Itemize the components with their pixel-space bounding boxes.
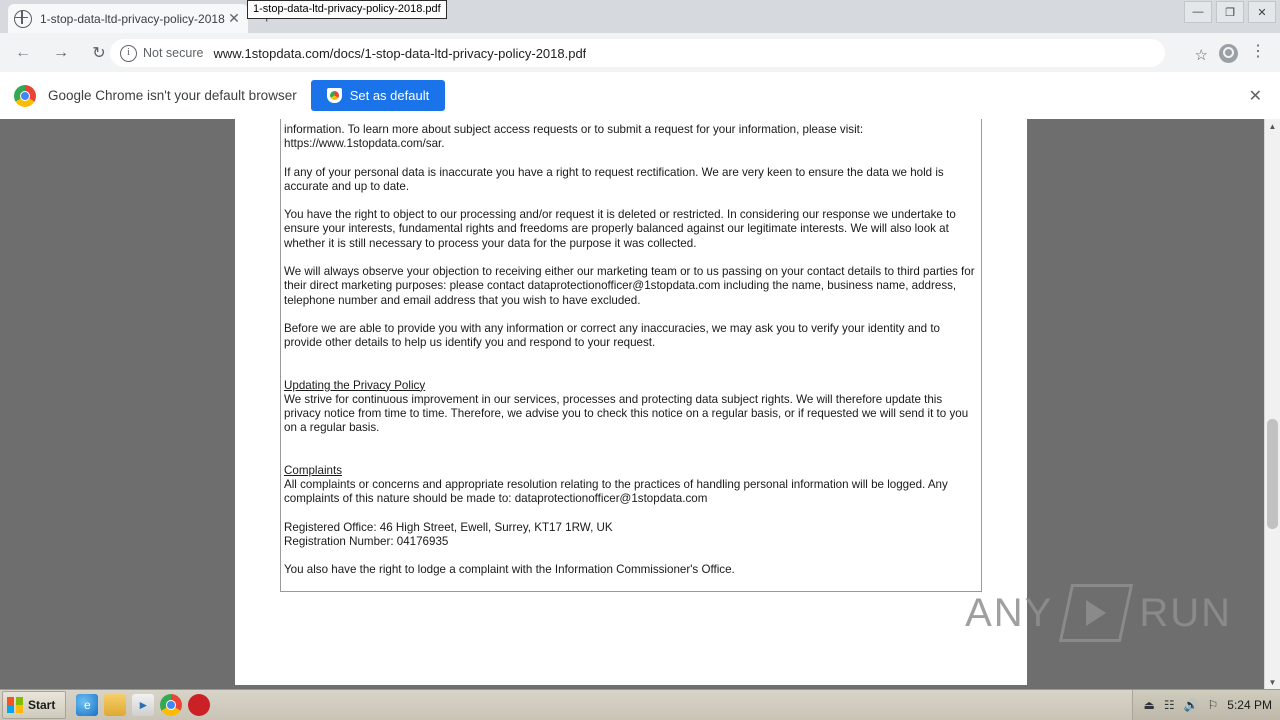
play-icon — [1059, 584, 1133, 642]
tab-title: 1-stop-data-ltd-privacy-policy-2018 — [40, 11, 225, 26]
record-icon[interactable] — [188, 694, 210, 716]
network-icon[interactable]: ☷ — [1163, 698, 1175, 712]
folder-icon[interactable] — [104, 694, 126, 716]
set-as-default-label: Set as default — [349, 88, 430, 103]
close-icon[interactable]: ✕ — [228, 10, 240, 26]
anyrun-watermark — [965, 584, 1232, 642]
spacer — [284, 450, 981, 464]
shield-icon — [327, 88, 342, 103]
pdf-paragraph: information. To learn more about subject access requests or to submit a request for your information, please visit: https://www.1stopdata.com/sar. — [284, 123, 864, 151]
pdf-text-content — [284, 123, 981, 592]
internet-explorer-icon[interactable]: e — [76, 694, 98, 716]
watermark-left: ANY — [965, 590, 1054, 635]
maximize-icon[interactable]: ❐ — [1216, 1, 1244, 23]
scrollbar-thumb[interactable] — [1267, 419, 1278, 529]
chrome-icon[interactable] — [160, 694, 182, 716]
browser-tabstrip — [0, 0, 1280, 34]
pdf-page — [235, 119, 1027, 685]
reload-icon[interactable]: ↻ — [92, 44, 106, 62]
media-player-icon[interactable]: ► — [132, 694, 154, 716]
pdf-registration-number: Registration Number: 04176935 — [284, 534, 449, 548]
globe-icon — [14, 10, 32, 28]
avatar[interactable] — [1219, 44, 1238, 63]
pdf-section-body-complaints: All complaints or concerns and appropriate resolution relating to the practices of handling personal information will be logged. Any complaints of this nature should be made to: dataprotectionofficer@1stopdata.com — [284, 478, 948, 506]
clock[interactable]: 5:24 PM — [1227, 698, 1272, 712]
pdf-section-heading-updating: Updating the Privacy Policy — [284, 378, 426, 392]
menu-icon[interactable]: ⋮ — [1250, 43, 1266, 60]
scroll-up-icon[interactable]: ▲ — [1268, 122, 1277, 131]
system-tray — [1132, 690, 1280, 720]
taskbar — [0, 689, 1280, 720]
window-controls — [1184, 1, 1276, 23]
pdf-section-heading-complaints: Complaints — [284, 463, 342, 477]
pdf-registered-office: Registered Office: 46 High Street, Ewell, Surrey, KT17 1RW, UK — [284, 520, 613, 534]
start-label: Start — [28, 698, 56, 712]
window-close-icon[interactable]: ✕ — [1248, 1, 1276, 23]
tab-tooltip: 1-stop-data-ltd-privacy-policy-2018.pdf — [247, 0, 447, 19]
infobar-close-icon[interactable]: ✕ — [1248, 87, 1262, 105]
browser-tab[interactable] — [8, 4, 248, 33]
spacer — [284, 365, 981, 379]
back-icon[interactable]: ← — [15, 43, 31, 61]
browser-toolbar — [0, 33, 1280, 73]
address-bar[interactable] — [110, 39, 1165, 67]
infobar-message: Google Chrome isn't your default browser — [48, 88, 297, 103]
flag-icon[interactable]: ⚐ — [1207, 698, 1219, 712]
bookmark-star-icon[interactable]: ☆ — [1194, 47, 1208, 64]
pdf-ico-note: You also have the right to lodge a complaint with the Information Commissioner's Office. — [284, 563, 735, 577]
url-text: www.1stopdata.com/docs/1-stop-data-ltd-privacy-policy-2018.pdf — [213, 45, 587, 61]
chrome-icon — [14, 85, 36, 107]
pdf-paragraph: If any of your personal data is inaccurate you have a right to request rectification. We are very keen to ensure the data we hold is accurate and up to date. — [284, 165, 944, 193]
forward-icon[interactable]: → — [53, 43, 69, 61]
start-button[interactable] — [2, 691, 66, 719]
page-scrollbar[interactable] — [1264, 119, 1280, 690]
scroll-down-icon[interactable]: ▼ — [1268, 678, 1277, 687]
volume-icon[interactable]: 🔊 — [1183, 698, 1199, 712]
windows-logo-icon — [7, 697, 23, 713]
pdf-viewer — [0, 119, 1280, 690]
set-as-default-button[interactable] — [311, 80, 446, 111]
pdf-section-body-updating: We strive for continuous improvement in our services, processes and protecting data subject rights. We will therefore update this privacy notice from time to time. Therefore, we advise you to check this notice on a regular basis, or if requested we will send it to you on a regular basis. — [284, 392, 969, 435]
safely-remove-icon[interactable]: ⏏ — [1143, 698, 1155, 712]
pdf-paragraph: Before we are able to provide you with any information or correct any inaccuracies, we may ask you to verify your identity and to provide other details to help us identify you and respond to your request. — [284, 321, 941, 350]
default-browser-infobar — [0, 72, 1280, 120]
security-label: Not secure — [143, 46, 204, 60]
pdf-paragraph: You have the right to object to our processing and/or request it is deleted or restricted. In considering our response we undertake to ensure your interests, fundamental rights and freedoms are properly balanced against our legitimate interests. We will also look at whether it is still necessary to process your data for the purpose it was collected. — [284, 208, 956, 250]
minimize-icon[interactable]: — — [1184, 1, 1212, 23]
watermark-right: RUN — [1139, 590, 1232, 635]
pdf-paragraph: We will always observe your objection to receiving either our marketing team or to us passing on your contact details to third parties for their direct marketing purposes: please contact dataprotectionofficer@1stopdata.com including the name, business name, address, telephone number and email address that you wish to have excluded. — [284, 265, 975, 307]
info-icon[interactable]: i — [120, 45, 137, 62]
quick-launch-bar — [76, 694, 210, 716]
